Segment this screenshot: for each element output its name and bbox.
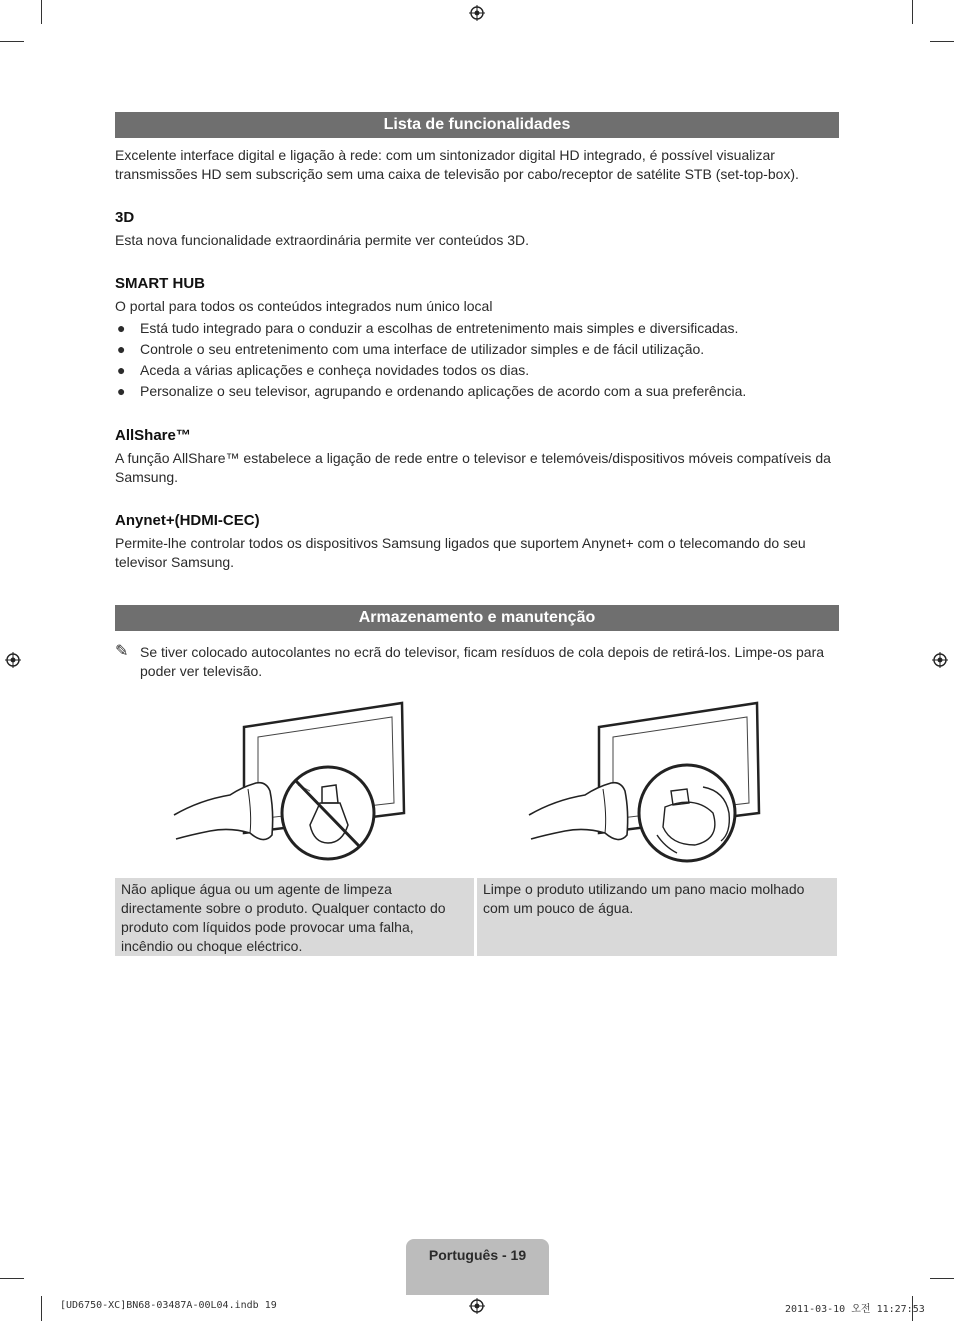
heading-smart-hub: SMART HUB bbox=[115, 275, 205, 292]
list-item: ● Personalize o seu televisor, agrupando e ordenando aplicações de acordo com a sua preferência. bbox=[115, 381, 839, 402]
list-item: ● Está tudo integrado para o conduzir a escolhas de entretenimento mais simples e diversificadas. bbox=[115, 318, 839, 339]
section-title-storage: Armazenamento e manutenção bbox=[115, 605, 839, 631]
crop-mark bbox=[930, 1278, 954, 1279]
registration-mark-icon bbox=[469, 5, 485, 21]
bullet-icon: ● bbox=[117, 320, 126, 336]
page-number-tab: Português - 19 bbox=[406, 1239, 549, 1295]
section-title-features: Lista de funcionalidades bbox=[115, 112, 839, 138]
no-spray-illustration bbox=[170, 695, 410, 870]
registration-mark-icon bbox=[5, 652, 21, 668]
bullet-icon: ● bbox=[117, 383, 126, 399]
list-item: ● Controle o seu entretenimento com uma interface de utilizador simples e de fácil utilização. bbox=[115, 339, 839, 360]
heading-3d: 3D bbox=[115, 209, 135, 226]
heading-anynet: Anynet+(HDMI-CEC) bbox=[115, 512, 260, 529]
crop-mark bbox=[912, 0, 913, 24]
text-3d: Esta nova funcionalidade extraordinária permite ver conteúdos 3D. bbox=[115, 232, 530, 248]
intro-paragraph: Excelente interface digital e ligação à rede: com um sintonizador digital HD integrado, é possível visualizar transmissões HD sem subscrição sem uma caixa de televisão por cabo/receptor de satélite STB (set-top-box). bbox=[115, 147, 799, 182]
registration-mark-icon bbox=[932, 652, 948, 668]
heading-allshare: AllShare™ bbox=[115, 427, 191, 444]
text-smart-hub: O portal para todos os conteúdos integrados num único local bbox=[115, 298, 493, 314]
print-timestamp: 2011-03-10 오전 11:27:53 bbox=[785, 1304, 925, 1315]
caption-do-not-spray: Não aplique água ou um agente de limpeza directamente sobre o produto. Qualquer contacto do produto com líquidos pode provocar uma falha, incêndio ou choque eléctrico. bbox=[115, 878, 474, 956]
bullet-icon: ● bbox=[117, 362, 126, 378]
list-item: ● Aceda a várias aplicações e conheça novidades todos os dias. bbox=[115, 360, 839, 381]
text-anynet: Permite-lhe controlar todos os dispositivos Samsung ligados que suportem Anynet+ com o telecomando do seu televisor Samsung. bbox=[115, 535, 806, 570]
crop-mark bbox=[41, 1296, 42, 1321]
crop-mark bbox=[0, 1278, 24, 1279]
pencil-note-icon: ✎ bbox=[115, 643, 129, 660]
caption-use-soft-cloth: Limpe o produto utilizando um pano macio molhado com um pouco de água. bbox=[477, 878, 837, 956]
file-info: [UD6750-XC]BN68-03487A-00L04.indb 19 bbox=[60, 1300, 277, 1311]
crop-mark bbox=[41, 0, 42, 24]
crop-mark bbox=[0, 41, 24, 42]
smart-hub-bullet-list bbox=[115, 318, 839, 402]
text-allshare: A função AllShare™ estabelece a ligação de rede entre o televisor e telemóveis/dispositivos móveis compatíveis da Samsung. bbox=[115, 450, 831, 485]
crop-mark bbox=[930, 41, 954, 42]
registration-mark-icon bbox=[469, 1298, 485, 1314]
note-text: Se tiver colocado autocolantes no ecrã do televisor, ficam resíduos de cola depois de retirá-los. Limpe-os para poder ver televisão. bbox=[140, 644, 825, 679]
bullet-icon: ● bbox=[117, 341, 126, 357]
soft-cloth-illustration bbox=[525, 695, 765, 870]
